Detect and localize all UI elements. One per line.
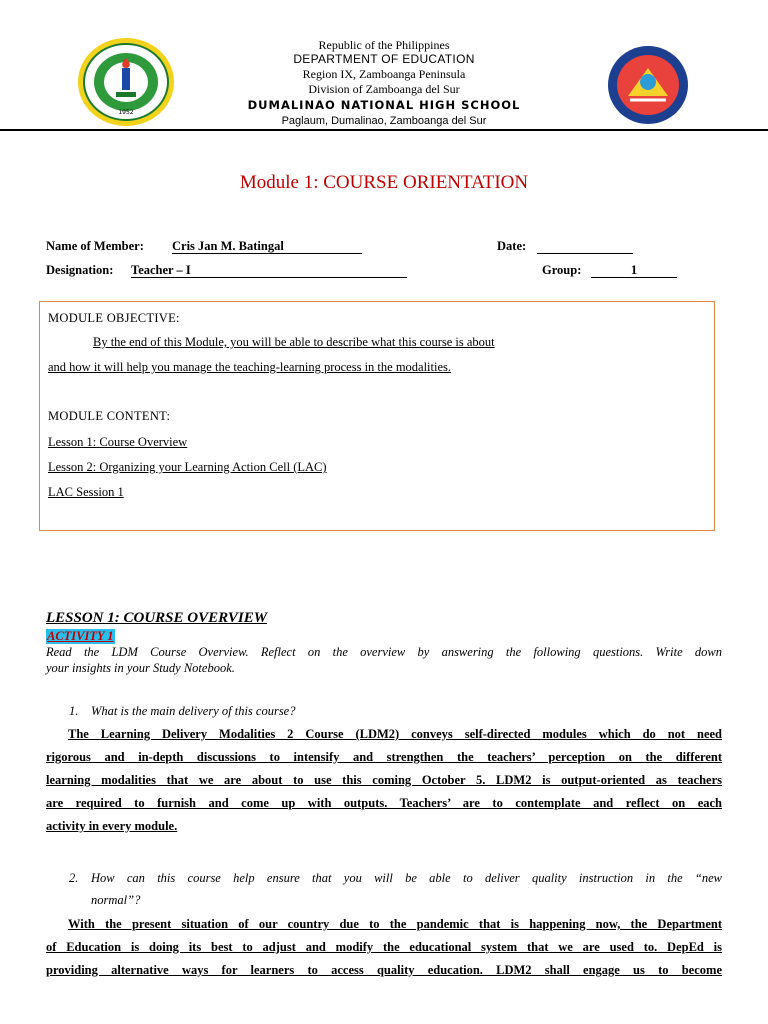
content-heading: MODULE CONTENT: (48, 409, 171, 423)
answer-2-line-1: With the present situation of our country due to the pandemic that is happening now, the Department (68, 917, 722, 931)
designation-field[interactable] (131, 263, 407, 278)
module-box (39, 301, 715, 531)
answer-1-line-4: are required to furnish and come up with outputs. Teachers’ are to contemplate and reflect on each (46, 796, 722, 810)
objective-line-1: By the end of this Module, you will be able to describe what this course is about (93, 335, 495, 349)
name-field[interactable] (172, 239, 362, 254)
header-division: Division of Zamboanga del Sur (308, 82, 460, 96)
answer-1-line-3: learning modalities that we are about to use this coming October 5. LDM2 is output-oriented as teachers (46, 773, 722, 787)
group-value: 1 (630, 263, 638, 277)
answer-2-line-3: providing alternative ways for learners to access quality education. LDM2 shall engage us to become (46, 963, 722, 977)
designation-label: Designation: (46, 263, 114, 277)
question-1-text: What is the main delivery of this course? (91, 704, 296, 718)
content-item-lesson-1[interactable]: Lesson 1: Course Overview (48, 435, 188, 449)
header-region: Region IX, Zamboanga Peninsula (302, 67, 466, 81)
question-2-text-line-2: normal”? (91, 893, 141, 907)
svg-text:1952: 1952 (118, 109, 134, 116)
school-address: Paglaum, Dumalinao, Zamboanga del Sur (281, 115, 487, 127)
question-2-text-line-1: How can this course help ensure that you will be able to deliver quality instruction in the “new (91, 871, 722, 885)
answer-1-line-2: rigorous and in-depth discussions to intensify and strengthen the teachers’ perception on the different (46, 750, 722, 764)
instruction-line-1: Read the LDM Course Overview. Reflect on the overview by answering the following questions. Write down (46, 645, 722, 659)
instruction-line-2: your insights in your Study Notebook. (46, 661, 235, 675)
group-field[interactable] (591, 263, 677, 278)
school-name: DUMALINAO NATIONAL HIGH SCHOOL (247, 98, 521, 112)
content-item-lac-session[interactable]: LAC Session 1 (48, 485, 124, 499)
question-2-number: 2. (69, 871, 79, 885)
date-label: Date: (497, 239, 527, 253)
content-item-lesson-2[interactable]: Lesson 2: Organizing your Learning Action Cell (LAC) (48, 460, 327, 474)
answer-1-line-5: activity in every module. (46, 819, 178, 833)
question-1-number: 1. (69, 704, 79, 718)
page-title: Module 1: COURSE ORIENTATION (239, 172, 529, 193)
designation-value: Teacher – I (131, 263, 191, 277)
date-field[interactable] (537, 239, 633, 254)
header-country: Republic of the Philippines (318, 38, 450, 52)
lesson-heading: LESSON 1: COURSE OVERVIEW (46, 610, 268, 626)
answer-2-line-2: of Education is doing its best to adjust and modify the educational system that we are used to. DepEd is (46, 940, 722, 954)
group-label: Group: (542, 263, 582, 277)
activity-label: ACTIVITY 1 (47, 629, 114, 643)
answer-1-line-1: The Learning Delivery Modalities 2 Course (LDM2) conveys self-directed modules which do not need (68, 727, 722, 741)
name-value: Cris Jan M. Batingal (172, 239, 284, 253)
header-divider (0, 129, 768, 131)
objective-heading: MODULE OBJECTIVE: (48, 311, 180, 325)
objective-line-2: and how it will help you manage the teaching-learning process in the modalities. (48, 360, 452, 374)
name-label: Name of Member: (46, 239, 144, 253)
header-department: DEPARTMENT OF EDUCATION (293, 52, 475, 66)
